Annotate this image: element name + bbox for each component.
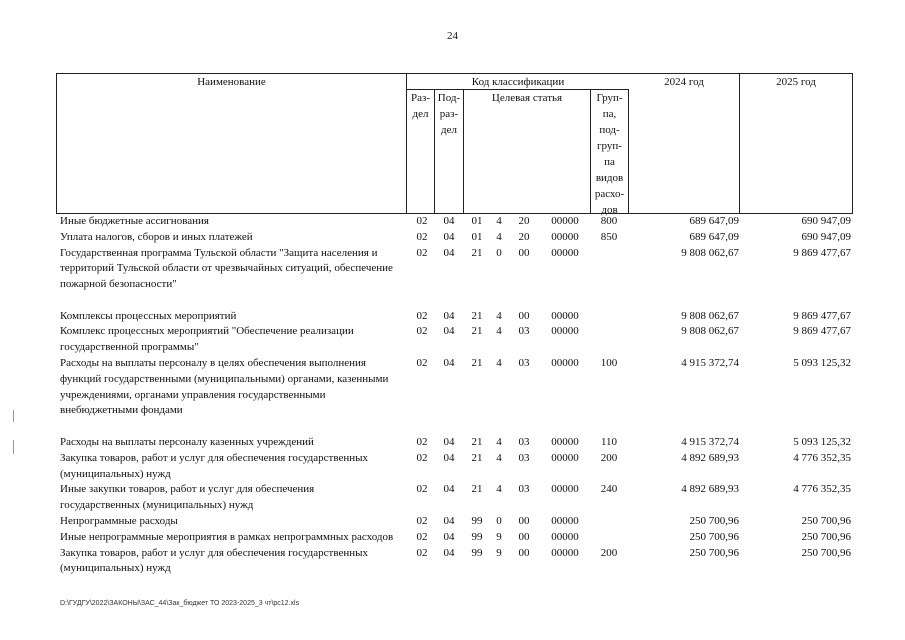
row-podrazdel: 04	[443, 530, 455, 543]
row-target-subtype: 03	[518, 451, 530, 464]
row-name: Иные бюджетные ассигнования	[60, 215, 209, 227]
row-amount-2024: 4 892 689,93	[681, 451, 739, 464]
row-razdel: 02	[416, 246, 428, 259]
row-target-direction: 00000	[551, 435, 579, 448]
row-target-type: 9	[496, 530, 502, 543]
row-target-subtype: 03	[518, 435, 530, 448]
table-row	[0, 309, 905, 325]
row-razdel: 02	[416, 215, 428, 227]
row-vid: 100	[600, 356, 618, 369]
row-name: Комплексы процессных мероприятий	[60, 309, 237, 322]
row-target-subtype: 20	[518, 230, 530, 243]
header-vid-line: груп-	[597, 140, 622, 152]
header-vid-line: па,	[602, 108, 617, 120]
row-razdel: 02	[416, 514, 428, 527]
row-target-program: 21	[471, 435, 483, 448]
row-target-type: 4	[496, 230, 502, 243]
row-podrazdel: 04	[443, 309, 455, 322]
row-razdel: 02	[416, 530, 428, 543]
row-target-program: 99	[471, 514, 483, 527]
row-target-program: 01	[471, 230, 483, 243]
row-amount-2025: 690 947,09	[801, 215, 851, 227]
header-podrazdel-line: Под-	[437, 92, 461, 104]
row-vid: 850	[600, 230, 618, 243]
header-vid-line: расхо-	[594, 188, 625, 200]
row-amount-2025: 250 700,96	[801, 546, 851, 559]
header-vid-line: Груп-	[596, 92, 623, 104]
row-target-type: 4	[496, 356, 502, 369]
row-amount-2025: 250 700,96	[801, 530, 851, 543]
row-podrazdel: 04	[443, 215, 455, 227]
row-amount-2025: 4 776 352,35	[793, 451, 851, 464]
row-name: Закупка товаров, работ и услуг для обеспечения государственных (муниципальных) нужд	[60, 451, 369, 480]
table-row	[0, 514, 905, 530]
row-name: Государственная программа Тульской области "Защита населения и территорий Тульской области от чрезвычайных ситуаций, обеспечение пожарной безопасности"	[60, 246, 393, 291]
row-target-program: 21	[471, 325, 483, 338]
row-razdel: 02	[416, 325, 428, 338]
row-target-direction: 00000	[551, 230, 579, 243]
row-target-type: 4	[496, 215, 502, 227]
row-podrazdel: 04	[443, 356, 455, 369]
row-target-subtype: 03	[518, 356, 530, 369]
row-target-subtype: 03	[518, 325, 530, 338]
row-podrazdel: 04	[443, 514, 455, 527]
row-podrazdel: 04	[443, 483, 455, 496]
row-name: Непрограммные расходы	[60, 514, 178, 527]
row-amount-2024: 4 892 689,93	[681, 483, 739, 496]
row-name: Расходы на выплаты персоналу в целях обеспечения выполнения функций государственными (муниципальными) органами, казенными учреждениями, органами управления государственными внебюджетными фондами	[60, 356, 389, 417]
row-target-program: 21	[471, 356, 483, 369]
row-target-type: 4	[496, 451, 502, 464]
row-target-program: 21	[471, 246, 483, 259]
row-target-type: 4	[496, 309, 502, 322]
header-vid-line: видов	[595, 172, 624, 184]
row-podrazdel: 04	[443, 546, 455, 559]
header-podrazdel-cell	[434, 89, 463, 214]
header-razdel-line: Раз-	[410, 92, 430, 104]
row-podrazdel: 04	[443, 230, 455, 243]
row-name: Уплата налогов, сборов и иных платежей	[60, 230, 253, 243]
row-amount-2024: 4 915 372,74	[681, 435, 739, 448]
row-podrazdel: 04	[443, 451, 455, 464]
row-podrazdel: 04	[443, 325, 455, 338]
row-target-program: 21	[471, 309, 483, 322]
row-amount-2025: 9 869 477,67	[793, 309, 851, 322]
row-name: Комплекс процессных мероприятий "Обеспечение реализации государственной программы"	[60, 325, 354, 354]
row-amount-2024: 9 808 062,67	[681, 246, 739, 259]
row-razdel: 02	[416, 309, 428, 322]
row-target-type: 0	[496, 246, 502, 259]
header-podrazdel-line: дел	[441, 124, 457, 136]
row-amount-2025: 250 700,96	[801, 514, 851, 527]
row-vid: 240	[600, 483, 618, 496]
row-target-direction: 00000	[551, 514, 579, 527]
header-year-2024: 2024 год	[664, 76, 704, 88]
row-target-direction: 00000	[551, 215, 579, 227]
table-row	[0, 546, 905, 578]
row-podrazdel: 04	[443, 246, 455, 259]
scan-mark	[13, 410, 14, 422]
file-path-footer: D:\ГУДГУ\2022\ЗАКОНЫ\ЗАС_44\Зак_бюджет ТО 2023-2025_3 чт\рс12.xls	[60, 600, 300, 607]
row-target-subtype: 00	[518, 530, 530, 543]
header-name-cell	[56, 73, 406, 214]
table-row	[0, 435, 905, 451]
table-row	[0, 230, 905, 246]
header-year-2025: 2025 год	[776, 76, 816, 88]
row-amount-2024: 9 808 062,67	[681, 325, 739, 338]
header-razdel-cell	[406, 89, 434, 214]
row-target-direction: 00000	[551, 356, 579, 369]
row-target-direction: 00000	[551, 546, 579, 559]
table-body	[0, 214, 905, 577]
row-amount-2024: 689 647,09	[689, 215, 739, 227]
row-razdel: 02	[416, 356, 428, 369]
row-amount-2024: 250 700,96	[689, 530, 739, 543]
row-amount-2024: 250 700,96	[689, 514, 739, 527]
row-target-subtype: 00	[518, 309, 530, 322]
table-row	[0, 482, 905, 514]
row-target-type: 0	[496, 514, 502, 527]
header-name: Наименование	[197, 76, 266, 88]
header-year-2024-cell	[629, 73, 740, 214]
header-vid-line: под-	[599, 124, 620, 136]
row-target-direction: 00000	[551, 483, 579, 496]
row-target-type: 9	[496, 546, 502, 559]
row-razdel: 02	[416, 230, 428, 243]
header-vid-line: па	[604, 156, 615, 168]
header-code-cell	[406, 73, 629, 89]
row-podrazdel: 04	[443, 435, 455, 448]
header-razdel-line: дел	[412, 108, 429, 120]
row-target-program: 21	[471, 451, 483, 464]
row-target-subtype: 00	[518, 246, 530, 259]
header-target-cell	[463, 89, 590, 214]
row-vid: 200	[600, 546, 618, 559]
row-razdel: 02	[416, 483, 428, 496]
row-name: Расходы на выплаты персоналу казенных учреждений	[60, 435, 314, 448]
page-number: 24	[447, 30, 458, 42]
row-amount-2024: 689 647,09	[689, 230, 739, 243]
row-amount-2025: 5 093 125,32	[793, 435, 851, 448]
row-target-direction: 00000	[551, 309, 579, 322]
row-amount-2025: 4 776 352,35	[793, 483, 851, 496]
row-name: Иные непрограммные мероприятия в рамках непрограммных расходов	[60, 530, 394, 543]
header-podrazdel-line: раз-	[439, 108, 459, 120]
header-vid-cell	[590, 89, 629, 214]
row-name: Иные закупки товаров, работ и услуг для обеспечения государственных (муниципальных) нужд	[60, 483, 315, 512]
row-vid: 110	[600, 435, 618, 448]
scan-mark	[13, 440, 14, 454]
row-razdel: 02	[416, 451, 428, 464]
row-amount-2024: 4 915 372,74	[681, 356, 739, 369]
header-target: Целевая статья	[491, 92, 563, 104]
row-target-type: 4	[496, 483, 502, 496]
row-vid: 800	[600, 215, 618, 227]
header-year-2025-cell	[740, 73, 853, 214]
row-target-program: 99	[471, 530, 483, 543]
header-vid-line: дов	[601, 204, 618, 216]
row-amount-2024: 250 700,96	[689, 546, 739, 559]
row-target-program: 01	[471, 215, 483, 227]
row-target-program: 99	[471, 546, 483, 559]
row-target-direction: 00000	[551, 246, 579, 259]
table-row	[0, 451, 905, 483]
row-target-subtype: 20	[518, 215, 530, 227]
row-amount-2025: 9 869 477,67	[793, 246, 851, 259]
row-target-direction: 00000	[551, 451, 579, 464]
table-row	[0, 324, 905, 356]
row-amount-2024: 9 808 062,67	[681, 309, 739, 322]
row-target-program: 21	[471, 483, 483, 496]
row-razdel: 02	[416, 435, 428, 448]
row-target-type: 4	[496, 435, 502, 448]
table-row	[0, 246, 905, 309]
row-amount-2025: 9 869 477,67	[793, 325, 851, 338]
table-row	[0, 214, 905, 230]
row-vid: 200	[600, 451, 618, 464]
header-code: Код классификации	[471, 76, 565, 88]
row-target-subtype: 00	[518, 514, 530, 527]
row-amount-2025: 690 947,09	[801, 230, 851, 243]
row-target-direction: 00000	[551, 530, 579, 543]
row-name: Закупка товаров, работ и услуг для обеспечения государственных (муниципальных) нужд	[60, 546, 369, 575]
row-razdel: 02	[416, 546, 428, 559]
row-target-subtype: 03	[518, 483, 530, 496]
row-target-direction: 00000	[551, 325, 579, 338]
row-target-subtype: 00	[518, 546, 530, 559]
row-amount-2025: 5 093 125,32	[793, 356, 851, 369]
table-row	[0, 530, 905, 546]
row-target-type: 4	[496, 325, 502, 338]
table-row	[0, 356, 905, 435]
